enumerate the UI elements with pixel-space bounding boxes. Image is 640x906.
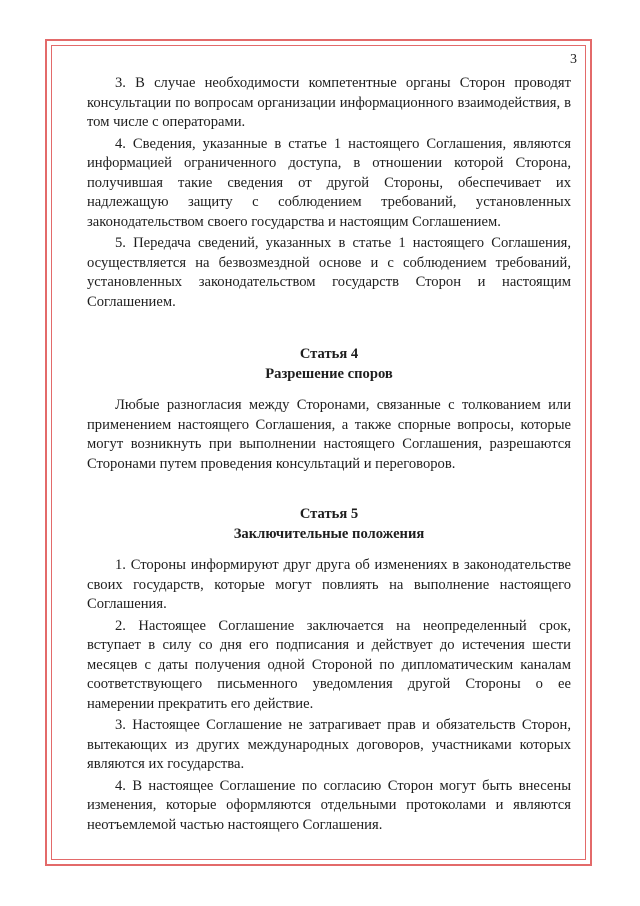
page-number: 3 bbox=[570, 52, 577, 67]
document-body bbox=[87, 74, 571, 837]
article-5-paragraph-1: 1. Стороны информируют друг друга об изменениях в законодательстве своих государств, которые могут повлиять на выполнение настоящего Соглашения. bbox=[87, 557, 571, 612]
paragraph-3: 3. В случае необходимости компетентные органы Сторон проводят консультации по вопросам организации информационного взаимодействия, в том числе с операторами. bbox=[87, 75, 571, 130]
article-5-paragraph-4: 4. В настоящее Соглашение по согласию Сторон могут быть внесены изменения, которые оформляются отдельными протоколами и являются неотъемлемой частью настоящего Соглашения. bbox=[87, 777, 571, 833]
article-5-title: Заключительные положения bbox=[233, 525, 425, 542]
article-4-paragraph: Любые разногласия между Сторонами, связанные с толкованием или применением настоящего Соглашения, а также спорные вопросы, которые могут возникнуть при выполнении настоящего Соглашения, разрешаются Сторонами путем проведения консультаций и переговоров. bbox=[87, 397, 571, 472]
article-5-paragraph-2: 2. Настоящее Соглашение заключается на неопределенный срок, вступает в силу со дня его подписания и действует до истечения шести месяцев с даты получения одной Стороной по дипломатическим каналам соответствующего письменного уведомления другой Стороны о ее намерении прекратить его действие. bbox=[87, 617, 571, 712]
article-5-paragraph-3: 3. Настоящее Соглашение не затрагивает прав и обязательств Сторон, вытекающих из других международных договоров, участниками которых являются их государства. bbox=[87, 717, 571, 772]
article-4-title: Разрешение споров bbox=[265, 365, 393, 382]
article-5-number: Статья 5 bbox=[299, 506, 359, 522]
paragraph-5: 5. Передача сведений, указанных в статье 1 настоящего Соглашения, осуществляется на безвозмездной основе и с соблюдением требований, установленных законодательством государств Сторон и настоящим Соглашением. bbox=[87, 235, 571, 310]
article-4-number: Статья 4 bbox=[299, 346, 359, 362]
paragraph-4: 4. Сведения, указанные в статье 1 настоящего Соглашения, являются информацией ограниченного доступа, в отношении которой Сторона, получившая такие сведения от другой Стороны, обеспечивает их надлежащую защиту с соблюдением требований, установленных законодательством своего государства и настоящим Соглашением. bbox=[87, 135, 571, 230]
